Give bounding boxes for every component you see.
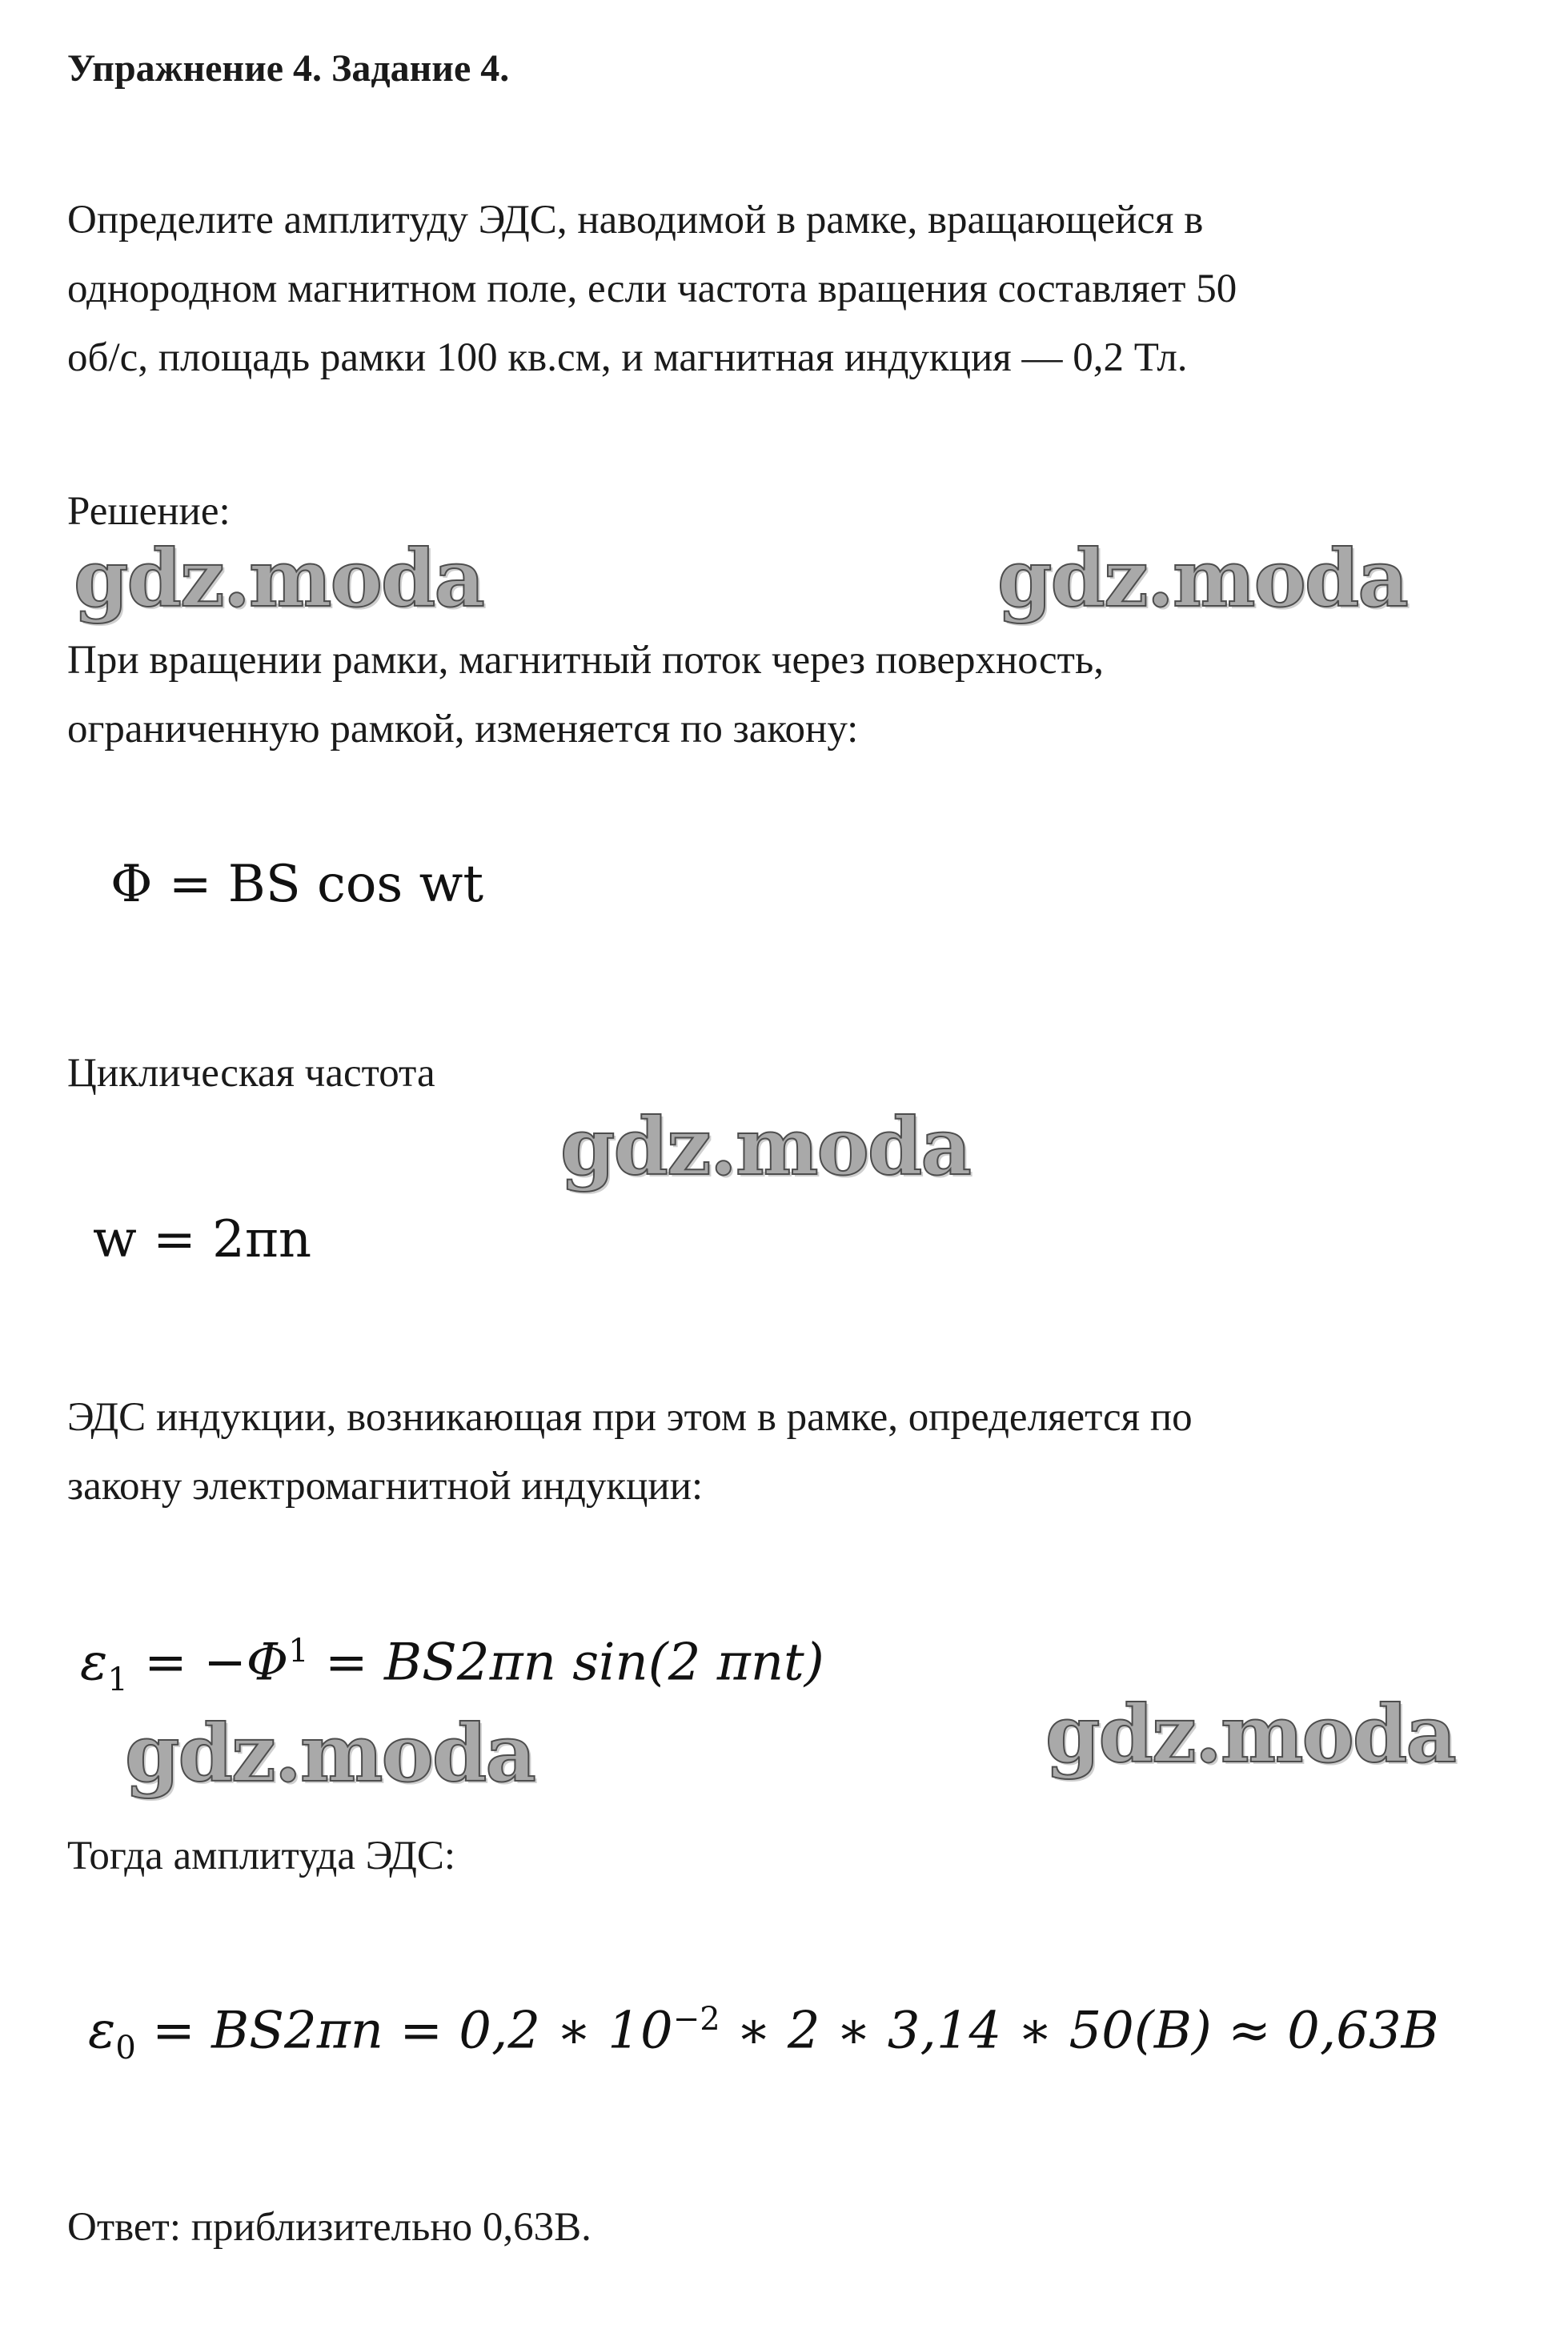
emf-line-1: ЭДС индукции, возникающая при этом в рамке, определяется по (67, 1395, 1193, 1440)
amp-part-2: ∗ 2 ∗ 3,14 ∗ 50(B) ≈ 0,63B (720, 2001, 1439, 2061)
amp-part-1: = BS2πn = 0,2 ∗ 10 (135, 2001, 673, 2061)
emf-explanation (67, 1383, 1193, 1521)
amp-subscript: 0 (115, 2030, 136, 2067)
emf-rest-part: = BS2πn sin(2 πnt) (308, 1633, 824, 1693)
amplitude-label: Тогда амплитуда ЭДС: (67, 1834, 456, 1878)
problem-line-2: однородном магнитном поле, если частота вращения составляет 50 (67, 267, 1237, 311)
problem-line-3: об/с, площадь рамки 100 кв.см, и магнитная индукция — 0,2 Тл. (67, 335, 1188, 380)
amp-exponent: −2 (672, 2001, 720, 2038)
emf-flux-superscript: 1 (288, 1633, 309, 1670)
watermark: gdz.moda (997, 533, 1407, 625)
problem-statement (67, 186, 1237, 392)
formula-induced-emf (80, 1633, 824, 1698)
emf-flux-part: = −Φ (127, 1633, 289, 1693)
emf-line-2: закону электромагнитной индукции: (67, 1464, 704, 1509)
watermark: gdz.moda (125, 1708, 535, 1800)
answer-text: Ответ: приблизительно 0,63В. (67, 2205, 592, 2250)
flux-line-2: ограниченную рамкой, изменяется по закону: (67, 707, 859, 752)
problem-line-1: Определите амплитуду ЭДС, наводимой в рамке, вращающейся в (67, 198, 1204, 243)
page-title: Упражнение 4. Задание 4. (67, 47, 510, 90)
formula-magnetic-flux: Φ = BS cos wt (110, 855, 484, 914)
cyclic-frequency-label: Циклическая частота (67, 1051, 435, 1096)
watermark: gdz.moda (560, 1101, 970, 1193)
emf-symbol: ε (80, 1633, 108, 1693)
emf-subscript: 1 (107, 1662, 128, 1699)
formula-cyclic-frequency: w = 2πn (93, 1210, 312, 1269)
formula-emf-amplitude (88, 2001, 1439, 2066)
watermark: gdz.moda (74, 533, 483, 625)
solution-label: Решение: (67, 489, 231, 534)
watermark: gdz.moda (1045, 1689, 1455, 1781)
amp-symbol: ε (88, 2001, 116, 2061)
flux-line-1: При вращении рамки, магнитный поток через поверхность, (67, 638, 1104, 683)
flux-explanation (67, 626, 1104, 764)
